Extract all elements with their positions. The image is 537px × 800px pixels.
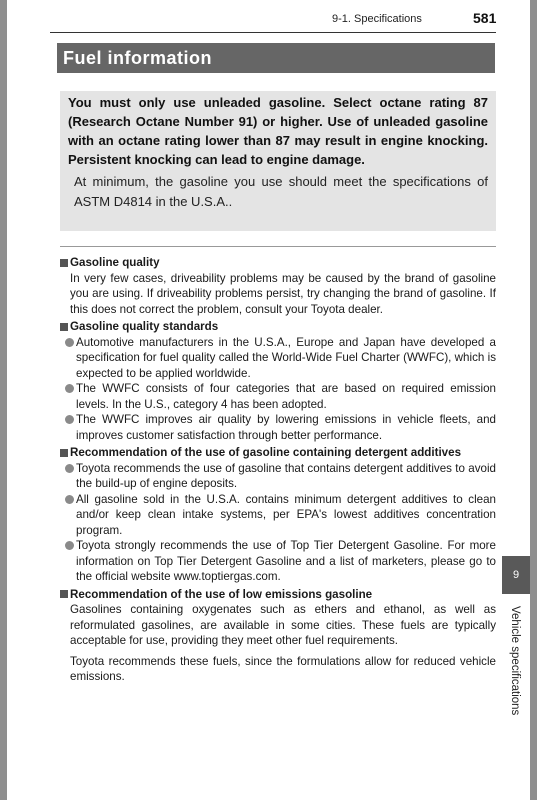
circle-bullet-icon xyxy=(65,384,74,393)
square-bullet-icon xyxy=(60,259,68,267)
manual-page xyxy=(7,0,530,800)
body-content xyxy=(60,253,496,685)
chapter-side-label: Vehicle specifications xyxy=(509,606,521,716)
list-item: All gasoline sold in the U.S.A. contains minimum detergent additives to clean and/or keep clean intake systems, per EPA's lowest additives concentration program. xyxy=(60,492,496,539)
heading-low-emissions: Recommendation of the use of low emissions gasoline xyxy=(60,587,496,603)
list-item: Toyota strongly recommends the use of Top Tier Detergent Gasoline. For more information on Top Tier Detergent Gasoline and a list of marketers, please go to the official website www.toptiergas.com. xyxy=(60,538,496,585)
paragraph: Toyota recommends these fuels, since the formulations allow for reduced vehicle emissions. xyxy=(70,654,496,683)
header-rule xyxy=(50,32,496,33)
warning-bold-text: You must only use unleaded gasoline. Select octane rating 87 (Research Octane Number 91) or higher. Use of unleaded gasoline with an octane rating lower than 87 may result in engine knocking. Persistent knocking can lead to engine damage. xyxy=(68,95,488,167)
heading-detergent-additives: Recommendation of the use of gasoline containing detergent additives xyxy=(60,445,496,461)
running-header-section: 9-1. Specifications xyxy=(332,13,422,25)
warning-box xyxy=(60,91,496,231)
list-item: The WWFC consists of four categories that are based on required emission levels. In the U.S., category 4 has been adopted. xyxy=(60,381,496,412)
square-bullet-icon xyxy=(60,449,68,457)
warning-normal-text: At minimum, the gasoline you use should meet the specifications of ASTM D4814 in the U.S.A.. xyxy=(74,174,488,209)
chapter-tab[interactable]: 9 xyxy=(502,556,530,594)
square-bullet-icon xyxy=(60,323,68,331)
list-item: The WWFC improves air quality by lowering emissions in vehicle fleets, and improves customer satisfaction through better performance. xyxy=(60,412,496,443)
circle-bullet-icon xyxy=(65,464,74,473)
list-item: Automotive manufacturers in the U.S.A., Europe and Japan have developed a specification for fuel quality called the World-Wide Fuel Charter (WWFC), which is expected to be applied worldwide. xyxy=(60,335,496,382)
page-number: 581 xyxy=(473,10,497,26)
heading-gasoline-quality: Gasoline quality xyxy=(60,255,496,271)
page-title: Fuel information xyxy=(57,43,495,73)
square-bullet-icon xyxy=(60,590,68,598)
circle-bullet-icon xyxy=(65,415,74,424)
circle-bullet-icon xyxy=(65,495,74,504)
circle-bullet-icon xyxy=(65,338,74,347)
paragraph: Gasolines containing oxygenates such as ethers and ethanol, as well as reformulated gasolines, are available in some cities. These fuels are typically acceptable for use, providing they meet other fuel requirements. xyxy=(70,603,496,647)
list-item: Toyota recommends the use of gasoline that contains detergent additives to avoid the build-up of engine deposits. xyxy=(60,461,496,492)
paragraph: In very few cases, driveability problems may be caused by the brand of gasoline you are using. If driveability problems persist, try changing the brand of gasoline. If this does not correct the problem, consult your Toyota dealer. xyxy=(70,271,496,316)
circle-bullet-icon xyxy=(65,541,74,550)
section-divider xyxy=(60,246,496,247)
heading-quality-standards: Gasoline quality standards xyxy=(60,319,496,335)
